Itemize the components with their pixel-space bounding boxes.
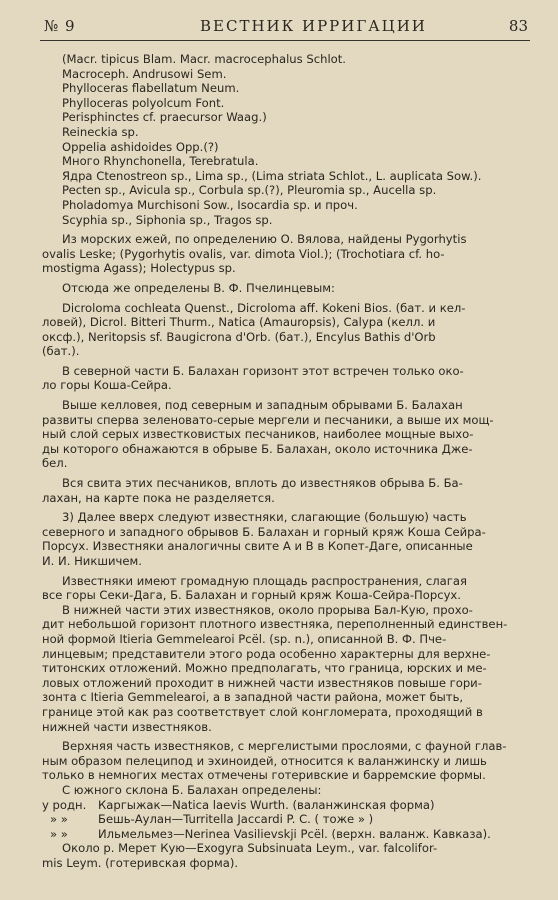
paragraph-pchelintsev-list bbox=[42, 301, 532, 359]
page-number: 83 bbox=[508, 17, 528, 35]
fauna-item: Macroceph. Andrusowi Sem. bbox=[62, 66, 227, 81]
list-mark: » » bbox=[50, 826, 68, 841]
text-line: лахан, на карте пока не разделяется. bbox=[42, 490, 275, 505]
issue-number: № 9 bbox=[44, 17, 76, 35]
text-line: развиты сперва зеленовато-серые мергели и песчаники, а выше их мощ- bbox=[42, 412, 494, 427]
fauna-item: (Macr. tipicus Blam. Macr. macrocephalus Schlot. bbox=[62, 52, 346, 66]
fauna-item: Reineckia sp. bbox=[62, 124, 139, 139]
text-line: нижней части известняков. bbox=[42, 719, 212, 734]
text-line: Порсух. Известняки аналогичны свите A и B в Копет-Даге, описанные bbox=[42, 539, 473, 554]
paragraph-suite bbox=[42, 476, 532, 505]
list-text: Каргыжак—Natica laevis Wurth. (валанжинская форма) bbox=[98, 797, 435, 812]
paragraph-upper bbox=[42, 739, 532, 783]
text-line: ловей), Dicrol. Bitteri Thurm., Natica (Amauropsis), Calypa (келл. и bbox=[42, 315, 436, 330]
text-line: оксф.), Neritopsis sf. Baugicrona d'Orb. (бат.), Encylus Bathis d'Orb bbox=[42, 329, 436, 344]
south-list bbox=[42, 798, 532, 842]
text-line: ной формой Itieria Gemmelearoi Pcël. (sp. n.), описанной В. Ф. Пче- bbox=[42, 631, 447, 646]
text-line: зонта с Itieria Gemmelearoi, а в западной части района, может быть, bbox=[42, 690, 464, 705]
text-line: Верхняя часть известняков, с мергелистыми прослоями, с фауной глав- bbox=[62, 739, 507, 754]
list-text: Бешь-Аулан—Turritella Jaccardi P. C. ( тоже » ) bbox=[98, 812, 374, 827]
text-line: Из морских ежей, по определению О. Вялова, найдены Pygorhytis bbox=[62, 232, 467, 247]
text-line: Выше келловея, под северным и западным обрывами Б. Балахан bbox=[62, 398, 463, 413]
paragraph-lower bbox=[42, 603, 532, 734]
text-line: титонских отложений. Можно предполагать, что граница, юрских и ме- bbox=[42, 661, 487, 676]
list-mark: » » bbox=[50, 812, 68, 827]
fauna-item: Phylloceras flabellatum Neum. bbox=[62, 81, 240, 96]
text-line: ловых отложений проходит в нижней части известняков повыше гори- bbox=[42, 675, 482, 690]
paragraph-above-kelloway bbox=[42, 398, 532, 471]
fauna-item: Scyphia sp., Siphonia sp., Tragos sp. bbox=[62, 212, 273, 227]
text-line: границе этой как раз соответствует слой конгломерата, проходящий в bbox=[42, 704, 483, 719]
article-body bbox=[42, 52, 532, 870]
text-line: ло горы Коша-Сейра. bbox=[42, 378, 172, 393]
text-line: Около р. Мерет Кую—Exogyra Subsinuata Leym., var. falcolifor- bbox=[62, 841, 438, 856]
paragraph-north bbox=[42, 364, 532, 393]
text-line: ный слой серых известковистых песчаников, наиболее мощные выхо- bbox=[42, 427, 474, 442]
list-text: Ильмельмез—Nerinea Vasilievskji Pcël. (верхн. валанж. Кавказа). bbox=[98, 826, 491, 841]
list-mark: у родн. bbox=[42, 797, 87, 812]
paragraph-south-intro: С южного склона Б. Балахан определены: bbox=[62, 782, 322, 797]
paragraph-pchelintsev-intro: Отсюда же определены В. Ф. Пчелинцевым: bbox=[62, 280, 335, 295]
fauna-item: Pholadomya Murchisoni Sow., Isocardia sp. и проч. bbox=[62, 197, 358, 212]
text-line: все горы Секи-Дага, Б. Балахан и горный кряж Коша-Сейра-Порсух. bbox=[42, 588, 461, 603]
paragraph-meret bbox=[42, 841, 532, 870]
fauna-item: Perisphinctes cf. praecursor Waag.) bbox=[62, 110, 267, 125]
paragraph-urchins bbox=[42, 232, 532, 276]
fauna-item: Много Rhynchonella, Terebratula. bbox=[62, 154, 259, 169]
fauna-item: Phylloceras polyolcum Font. bbox=[62, 95, 225, 110]
text-line: Известняки имеют громадную площадь распространения, слагая bbox=[62, 573, 467, 588]
text-line: (бат.). bbox=[42, 344, 80, 359]
text-line: ovalis Leske; (Pygorhytis ovalis, var. dimota Viol.); (Trochotiara cf. ho- bbox=[42, 246, 445, 261]
paragraph-limestones bbox=[42, 574, 532, 603]
text-line: дит небольшой горизонт плотного известняка, переполненный единствен- bbox=[42, 617, 508, 632]
fauna-item: Ядра Ctenostreon sp., Lima sp., (Lima striata Schlot., L. auplicata Sow.). bbox=[62, 168, 482, 183]
list-item bbox=[42, 827, 532, 842]
fauna-item: Oppelia ashidoides Opp.(?) bbox=[62, 139, 219, 154]
paragraph-3 bbox=[42, 510, 532, 568]
text-line: северного и западного обрывов Б. Балахан и горный кряж Коша Сейра- bbox=[42, 524, 486, 539]
text-line: И. И. Никшичем. bbox=[42, 554, 142, 568]
text-line: 3) Далее вверх следуют известняки, слагающие (большую) часть bbox=[62, 510, 467, 525]
text-line: ным образом пелеципод и эхиноидей, относится к валанжинску и лишь bbox=[42, 753, 487, 768]
text-line: mostigma Agass); Holectypus sp. bbox=[42, 261, 236, 276]
fauna-list bbox=[42, 52, 532, 227]
fauna-item: Pecten sp., Avicula sp., Corbula sp.(?), Pleuromia sp., Aucella sp. bbox=[62, 183, 437, 198]
text-line: В северной части Б. Балахан горизонт этот встречен только око- bbox=[62, 363, 464, 378]
text-line: бел. bbox=[42, 456, 68, 471]
text-line: В нижней части этих известняков, около прорыва Бал-Кую, прохо- bbox=[62, 602, 473, 617]
text-line: Вся свита этих песчаников, вплоть до известняков обрыва Б. Ба- bbox=[62, 476, 463, 491]
text-line: линцевым; представители этого рода особенно характерны для верхне- bbox=[42, 646, 491, 661]
journal-title: ВЕСТНИК ИРРИГАЦИИ bbox=[200, 17, 427, 35]
text-line: mis Leym. (готеривская форма). bbox=[42, 855, 239, 870]
list-item bbox=[42, 812, 532, 827]
text-line: ды которого обнажаются в обрыве Б. Балахан, около источника Дже- bbox=[42, 441, 473, 456]
text-line: только в немногих местах отмечены готеривские и барремские формы. bbox=[42, 768, 486, 783]
list-item bbox=[42, 798, 532, 813]
page-header bbox=[40, 14, 530, 41]
text-line: Dicroloma cochleata Quenst., Dicroloma aff. Kokeni Bios. (бат. и кел- bbox=[62, 300, 466, 315]
